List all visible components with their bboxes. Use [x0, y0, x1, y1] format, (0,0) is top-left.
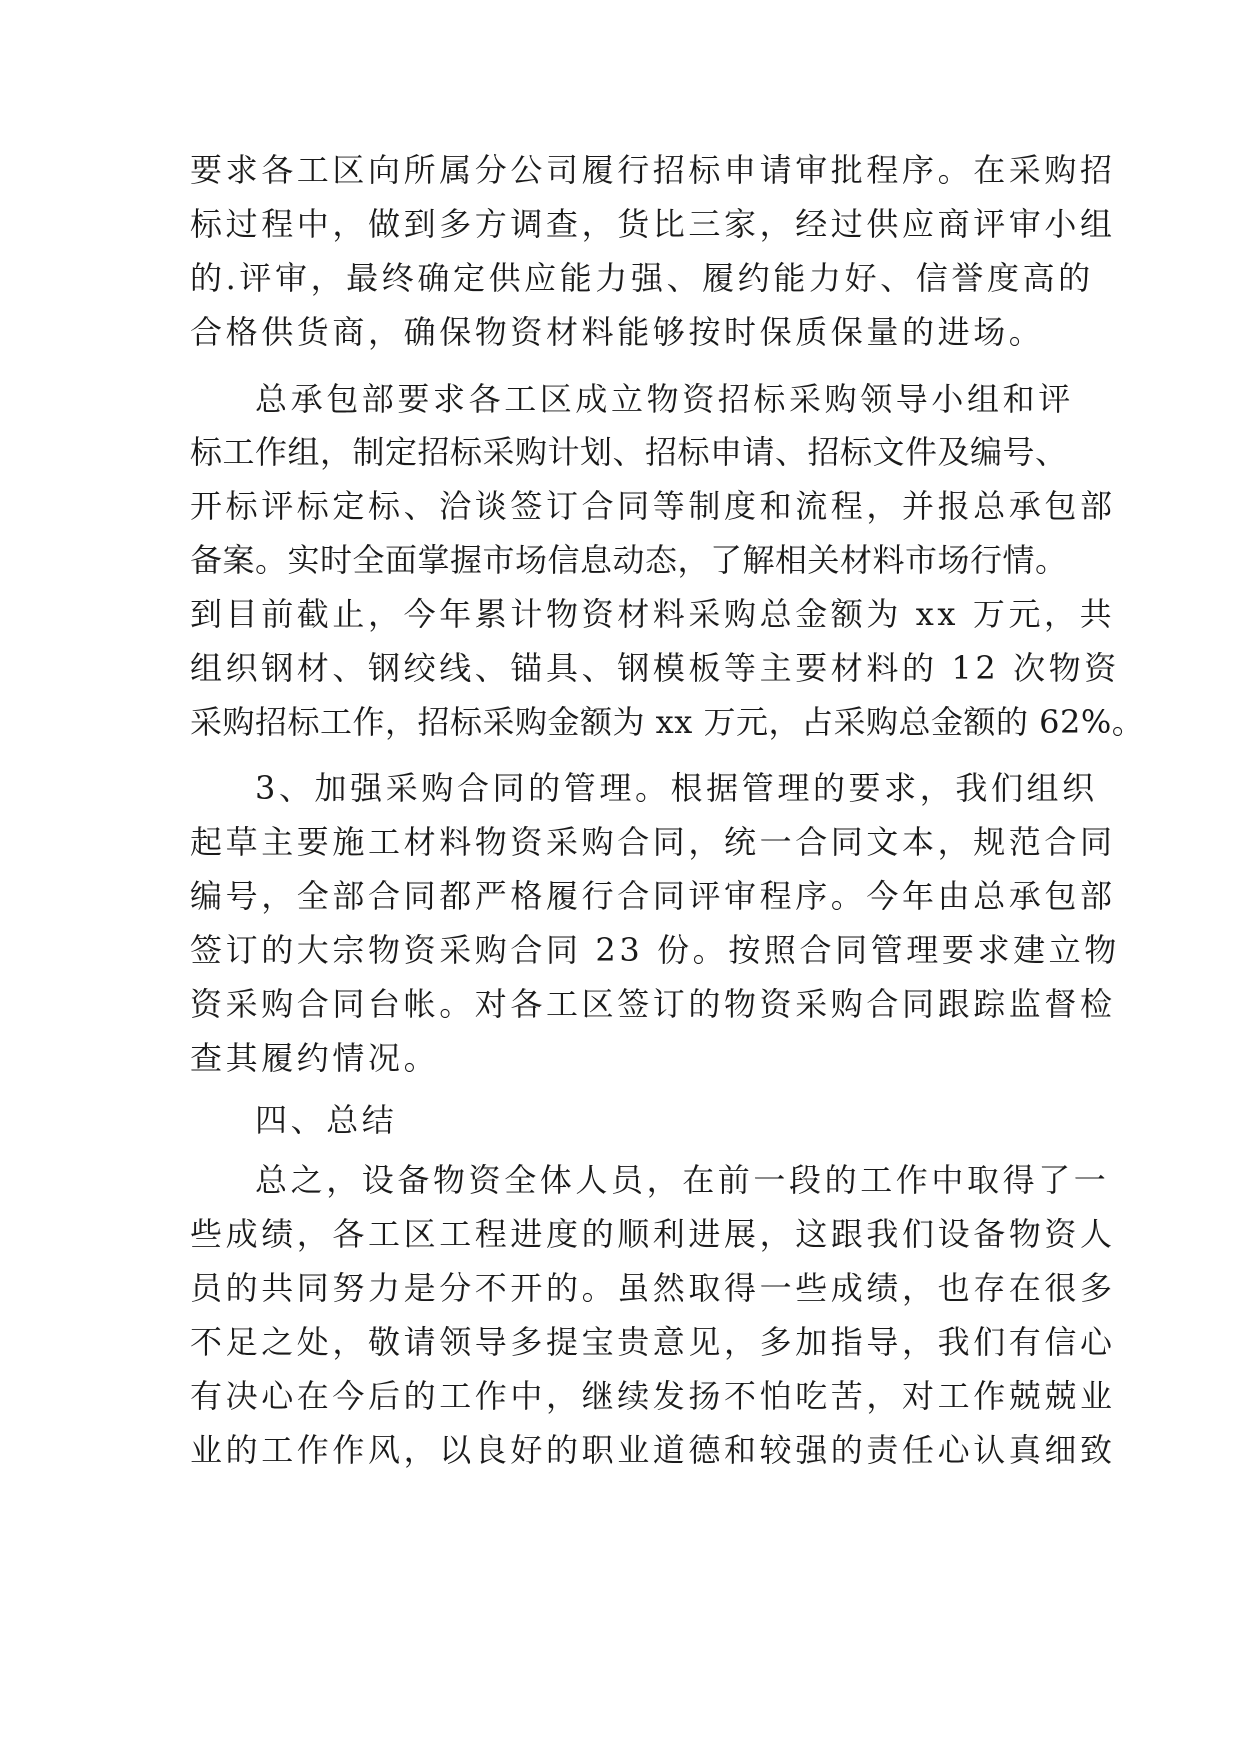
text-line: 开标评标定标、洽谈签订合同等制度和流程，并报总承包部 — [190, 487, 1116, 525]
text-line: 合格供货商，确保物资材料能够按时保质保量的进场。 — [190, 313, 1045, 351]
text-line: 采购招标工作，招标采购金额为 xx 万元，占采购总金额的 62%。 — [190, 703, 1145, 741]
text-line: 员的共同努力是分不开的。虽然取得一些成绩，也存在很多 — [190, 1269, 1116, 1307]
text-line: 查其履约情况。 — [190, 1039, 440, 1077]
text-line: 组织钢材、钢绞线、锚具、钢模板等主要材料的 12 次物资 — [190, 649, 1120, 687]
text-line: 要求各工区向所属分公司履行招标申请审批程序。在采购招 — [190, 151, 1116, 189]
text-line: 的.评审，最终确定供应能力强、履约能力好、信誉度高的 — [190, 259, 1094, 297]
text-line: 不足之处，敬请领导多提宝贵意见，多加指导，我们有信心 — [190, 1323, 1116, 1361]
text-line: 标过程中，做到多方调查，货比三家，经过供应商评审小组 — [190, 205, 1116, 243]
paragraph-first-line: 总之，设备物资全体人员，在前一段的工作中取得了一 — [255, 1161, 1110, 1199]
text-line: 起草主要施工材料物资采购合同，统一合同文本，规范合同 — [190, 823, 1116, 861]
section-heading: 四、总结 — [255, 1101, 398, 1139]
text-line: 签订的大宗物资采购合同 23 份。按照合同管理要求建立物 — [190, 931, 1120, 969]
paragraph-first-line: 总承包部要求各工区成立物资招标采购领导小组和评 — [255, 380, 1074, 418]
text-line: 备案。实时全面掌握市场信息动态，了解相关材料市场行情。 — [190, 541, 1068, 579]
text-line: 编号，全部合同都严格履行合同评审程序。今年由总承包部 — [190, 877, 1116, 915]
text-line: 业的工作作风，以良好的职业道德和较强的责任心认真细致 — [190, 1431, 1116, 1469]
text-line: 些成绩，各工区工程进度的顺利进展，这跟我们设备物资人 — [190, 1215, 1116, 1253]
text-line: 资采购合同台帐。对各工区签订的物资采购合同跟踪监督检 — [190, 985, 1116, 1023]
text-line: 到目前截止，今年累计物资材料采购总金额为 xx 万元，共 — [190, 595, 1116, 633]
paragraph-first-line: 3、加强采购合同的管理。根据管理的要求，我们组织 — [255, 769, 1098, 807]
text-line: 标工作组，制定招标采购计划、招标申请、招标文件及编号、 — [190, 433, 1068, 471]
text-line: 有决心在今后的工作中，继续发扬不怕吃苦，对工作兢兢业 — [190, 1377, 1116, 1415]
